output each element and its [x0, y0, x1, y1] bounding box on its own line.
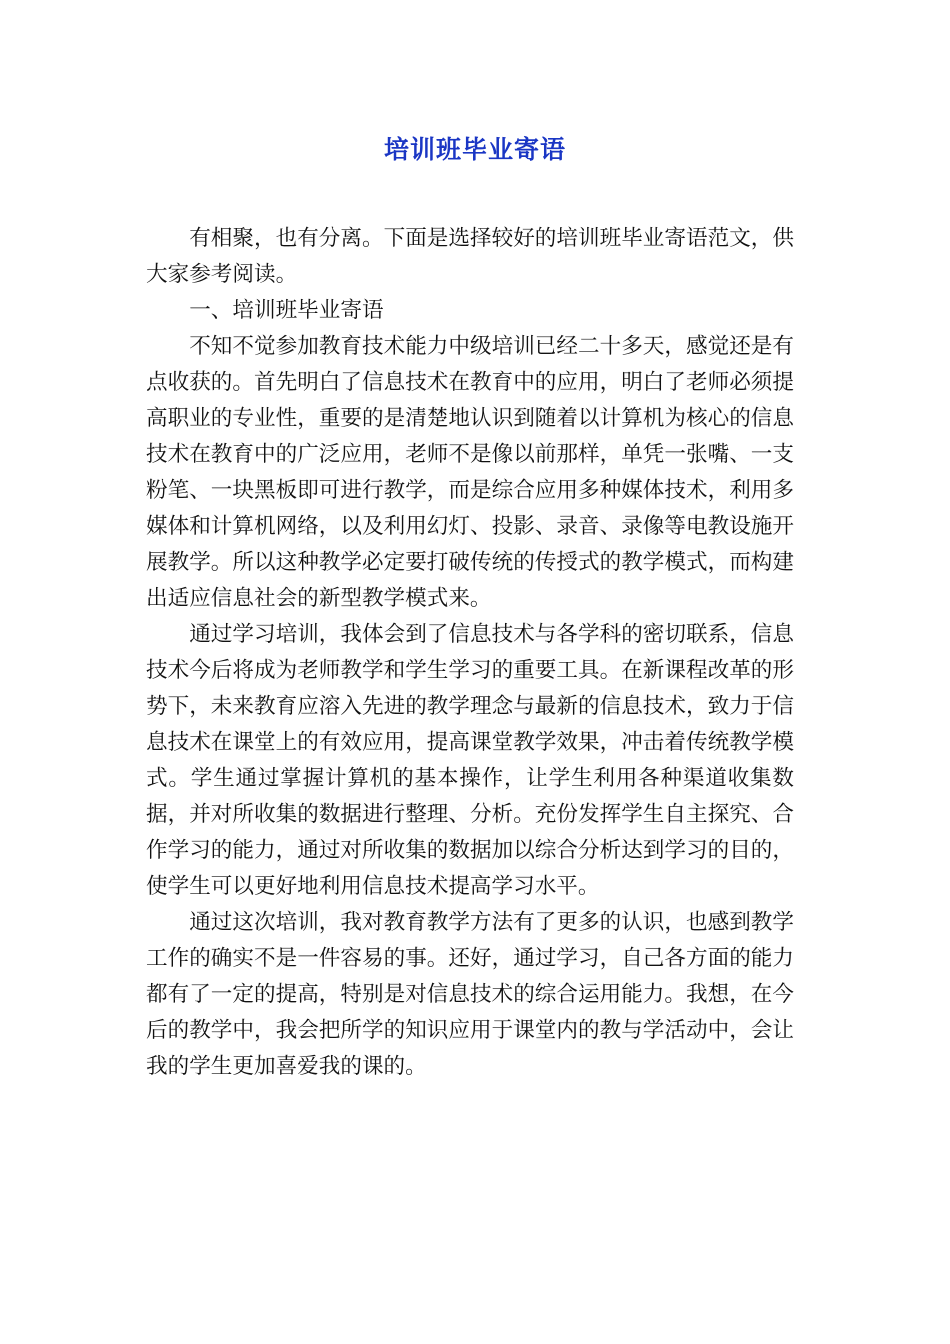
- section-heading: 一、培训班毕业寄语: [189, 298, 384, 323]
- paragraph-body-1: 不知不觉参加教育技术能力中级培训已经二十多天，感觉还是有点收获的。首先明白了信息技术在教育中的应用，明白了老师必须提高职业的专业性，重要的是清楚地认识到随着以计算机为核心的信息技术在教育中的广泛应用，老师不是像以前那样，单凭一张嘴、一支粉笔、一块黑板即可进行教学，而是综合应用多种媒体技术，利用多媒体和计算机网络，以及利用幻灯、投影、录音、录像等电教设施开展教学。所以这种教学必定要打破传统的传授式的教学模式，而构建出适应信息社会的新型教学模式来。: [146, 334, 794, 611]
- paragraph-body-3: 通过这次培训，我对教育教学方法有了更多的认识，也感到教学工作的确实不是一件容易的事。还好，通过学习，自己各方面的能力都有了一定的提高，特别是对信息技术的综合运用能力。我想，在今后的教学中，我会把所学的知识应用于课堂内的教与学活动中，会让我的学生更加喜爱我的课的。: [146, 910, 794, 1079]
- document-title: 培训班毕业寄语: [383, 135, 566, 164]
- paragraph-intro: 有相聚，也有分离。下面是选择较好的培训班毕业寄语范文，供大家参考阅读。: [146, 226, 794, 287]
- paragraph-body-2: 通过学习培训，我体会到了信息技术与各学科的密切联系，信息技术今后将成为老师教学和学生学习的重要工具。在新课程改革的形势下，未来教育应溶入先进的教学理念与最新的信息技术，致力于信息技术在课堂上的有效应用，提高课堂教学效果，冲击着传统教学模式。学生通过掌握计算机的基本操作，让学生利用各种渠道收集数据，并对所收集的数据进行整理、分析。充份发挥学生自主探究、合作学习的能力，通过对所收集的数据加以综合分析达到学习的目的，使学生可以更好地利用信息技术提高学习水平。: [146, 622, 794, 899]
- document-body: [146, 221, 794, 1085]
